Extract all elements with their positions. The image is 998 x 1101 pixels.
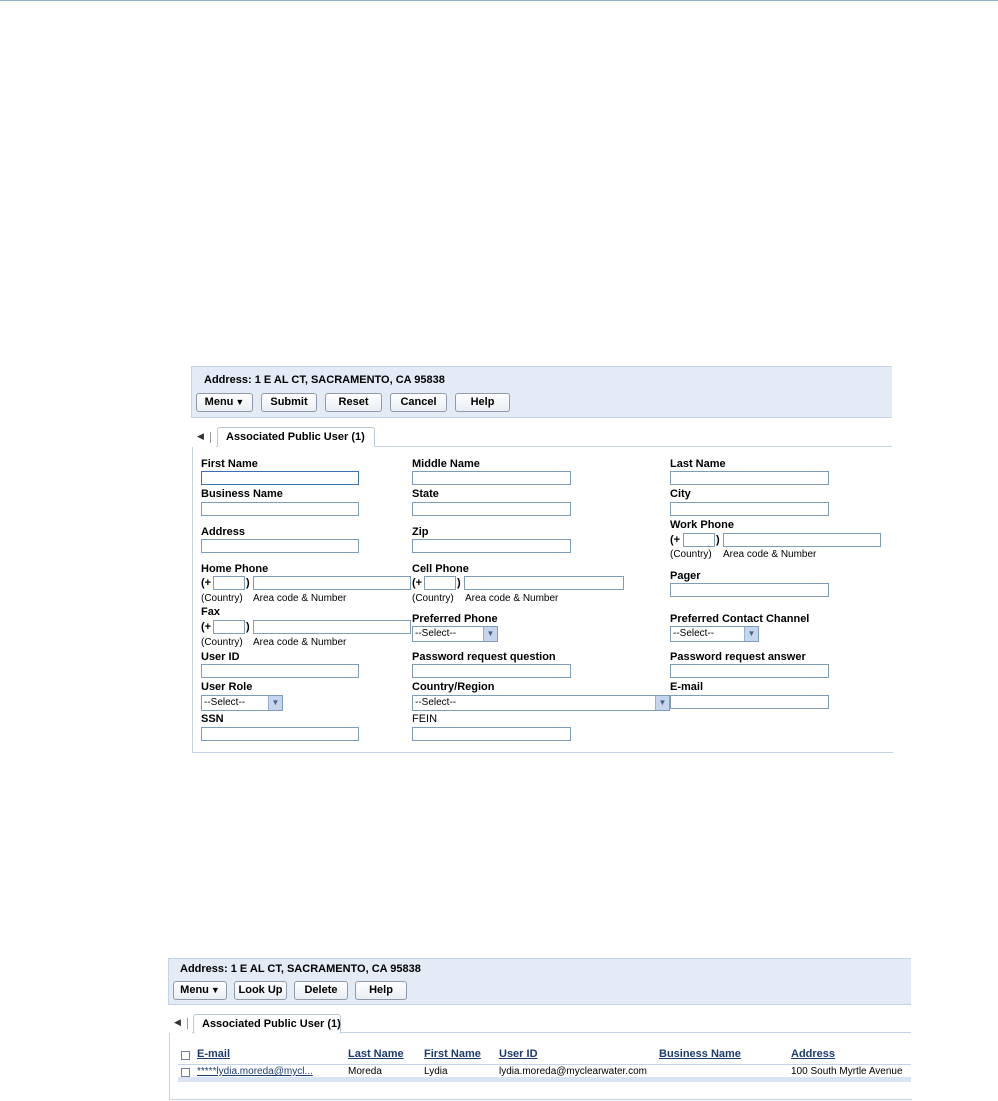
column-header-last-name[interactable]: Last Name bbox=[348, 1048, 404, 1060]
ssn-input[interactable] bbox=[201, 727, 359, 741]
fein-label: FEIN bbox=[412, 713, 438, 725]
work-phone-country-input[interactable] bbox=[683, 533, 715, 547]
collapse-arrow-icon[interactable]: ◀ bbox=[197, 431, 204, 441]
country-region-select[interactable] bbox=[412, 695, 670, 711]
reset-button[interactable]: Reset bbox=[325, 393, 382, 412]
state-input[interactable] bbox=[412, 502, 571, 516]
cell-phone-label: Cell Phone bbox=[412, 563, 469, 575]
first-name-label: First Name bbox=[201, 458, 258, 470]
user-id-input[interactable] bbox=[201, 664, 359, 678]
middle-name-label: Middle Name bbox=[412, 458, 480, 470]
home-phone-area-hint: Area code & Number bbox=[253, 593, 347, 604]
fax-area-hint: Area code & Number bbox=[253, 637, 347, 648]
menu-button[interactable] bbox=[196, 393, 253, 412]
help-button[interactable]: Help bbox=[455, 393, 510, 412]
row-address: 100 South Myrtle Avenue bbox=[791, 1066, 903, 1077]
plus-sign: + bbox=[204, 621, 212, 633]
plus-sign: + bbox=[415, 577, 423, 589]
chevron-down-icon: ▼ bbox=[655, 696, 669, 710]
cell-phone-area-hint: Area code & Number bbox=[465, 593, 559, 604]
last-name-label: Last Name bbox=[670, 458, 726, 470]
state-label: State bbox=[412, 488, 439, 500]
column-header-business-name[interactable]: Business Name bbox=[659, 1048, 741, 1060]
country-region-label: Country/Region bbox=[412, 681, 495, 693]
select-all-checkbox[interactable] bbox=[181, 1051, 190, 1060]
city-input[interactable] bbox=[670, 502, 829, 516]
preferred-contact-channel-label: Preferred Contact Channel bbox=[670, 613, 810, 625]
home-phone-number-input[interactable] bbox=[253, 576, 411, 590]
cell-phone-close-paren: ) bbox=[457, 577, 461, 589]
list-tab-divider bbox=[187, 1018, 188, 1029]
list-menu-button-label: Menu bbox=[180, 984, 209, 996]
user-role-select-value: --Select-- bbox=[204, 697, 246, 708]
chevron-down-icon: ▼ bbox=[268, 696, 282, 710]
email-label: E-mail bbox=[670, 681, 704, 693]
fax-country-hint: (Country) bbox=[201, 637, 243, 648]
password-question-label: Password request question bbox=[412, 651, 556, 663]
submit-button[interactable]: Submit bbox=[261, 393, 317, 412]
column-header-user-id[interactable]: User ID bbox=[499, 1048, 538, 1060]
tab-associated-public-user[interactable]: Associated Public User (1) bbox=[217, 427, 375, 447]
cell-phone-country-hint: (Country) bbox=[412, 593, 454, 604]
home-phone-country-hint: (Country) bbox=[201, 593, 243, 604]
last-name-input[interactable] bbox=[670, 471, 829, 485]
user-role-label: User Role bbox=[201, 681, 253, 693]
chevron-down-icon: ▼ bbox=[483, 627, 497, 641]
preferred-phone-label: Preferred Phone bbox=[412, 613, 498, 625]
top-border-line bbox=[0, 0, 998, 1]
business-name-input[interactable] bbox=[201, 502, 359, 516]
home-phone-label: Home Phone bbox=[201, 563, 269, 575]
delete-button[interactable]: Delete bbox=[294, 981, 348, 1000]
list-address-title: Address: 1 E AL CT, SACRAMENTO, CA 95838 bbox=[180, 963, 421, 975]
row-checkbox[interactable] bbox=[181, 1068, 190, 1077]
city-label: City bbox=[670, 488, 691, 500]
zip-label: Zip bbox=[412, 526, 429, 538]
row-last-name: Moreda bbox=[348, 1066, 382, 1077]
home-phone-open-paren: (+ bbox=[201, 577, 212, 589]
password-answer-input[interactable] bbox=[670, 664, 829, 678]
fax-country-input[interactable] bbox=[213, 620, 245, 634]
cell-phone-country-input[interactable] bbox=[424, 576, 456, 590]
column-header-address[interactable]: Address bbox=[791, 1048, 836, 1060]
fax-open-paren: (+ bbox=[201, 621, 212, 633]
work-phone-open-paren: (+ bbox=[670, 534, 681, 546]
work-phone-number-input[interactable] bbox=[723, 533, 881, 547]
password-question-input[interactable] bbox=[412, 664, 571, 678]
fax-label: Fax bbox=[201, 606, 220, 618]
list-help-button[interactable]: Help bbox=[355, 981, 407, 1000]
email-input[interactable] bbox=[670, 695, 829, 709]
fax-number-input[interactable] bbox=[253, 620, 411, 634]
pager-input[interactable] bbox=[670, 583, 829, 597]
column-header-first-name[interactable]: First Name bbox=[424, 1048, 481, 1060]
list-menu-button[interactable] bbox=[173, 981, 227, 1000]
chevron-down-icon: ▼ bbox=[210, 985, 220, 995]
cell-phone-number-input[interactable] bbox=[464, 576, 624, 590]
pager-label: Pager bbox=[670, 570, 701, 582]
plus-sign: + bbox=[673, 534, 681, 546]
country-region-select-value: --Select-- bbox=[415, 697, 457, 708]
home-phone-country-input[interactable] bbox=[213, 576, 245, 590]
tab-divider bbox=[210, 432, 211, 443]
zip-input[interactable] bbox=[412, 539, 571, 553]
chevron-down-icon: ▼ bbox=[235, 397, 245, 407]
list-tab-associated-public-user[interactable]: Associated Public User (1) bbox=[193, 1014, 341, 1034]
list-collapse-arrow-icon[interactable]: ◀ bbox=[174, 1017, 181, 1027]
address-input[interactable] bbox=[201, 539, 359, 553]
row-email-link[interactable]: *****lydia.moreda@mycl... bbox=[197, 1066, 313, 1077]
middle-name-input[interactable] bbox=[412, 471, 571, 485]
look-up-button[interactable]: Look Up bbox=[234, 981, 287, 1000]
column-header-email[interactable]: E-mail bbox=[197, 1048, 231, 1060]
preferred-phone-select[interactable] bbox=[412, 626, 498, 642]
fax-close-paren: ) bbox=[246, 621, 250, 633]
menu-button-label: Menu bbox=[204, 396, 234, 408]
row-highlight-band bbox=[178, 1077, 911, 1082]
user-role-select[interactable] bbox=[201, 695, 283, 711]
preferred-contact-channel-select[interactable] bbox=[670, 626, 759, 642]
chevron-down-icon: ▼ bbox=[744, 627, 758, 641]
row-divider bbox=[178, 1064, 911, 1065]
fein-input[interactable] bbox=[412, 727, 571, 741]
work-phone-close-paren: ) bbox=[716, 534, 720, 546]
work-phone-area-hint: Area code & Number bbox=[723, 549, 817, 560]
cancel-button[interactable]: Cancel bbox=[390, 393, 447, 412]
plus-sign: + bbox=[204, 577, 212, 589]
preferred-phone-select-value: --Select-- bbox=[415, 628, 457, 639]
ssn-label: SSN bbox=[201, 713, 224, 725]
form-address-title: Address: 1 E AL CT, SACRAMENTO, CA 95838 bbox=[204, 374, 445, 386]
preferred-contact-channel-select-value: --Select-- bbox=[673, 628, 715, 639]
row-first-name: Lydia bbox=[424, 1066, 448, 1077]
work-phone-country-hint: (Country) bbox=[670, 549, 712, 560]
address-label: Address bbox=[201, 526, 246, 538]
work-phone-label: Work Phone bbox=[670, 519, 734, 531]
user-id-label: User ID bbox=[201, 651, 240, 663]
password-answer-label: Password request answer bbox=[670, 651, 806, 663]
first-name-input[interactable] bbox=[201, 471, 359, 485]
home-phone-close-paren: ) bbox=[246, 577, 250, 589]
cell-phone-open-paren: (+ bbox=[412, 577, 423, 589]
business-name-label: Business Name bbox=[201, 488, 283, 500]
row-user-id: lydia.moreda@myclearwater.com bbox=[499, 1066, 647, 1077]
